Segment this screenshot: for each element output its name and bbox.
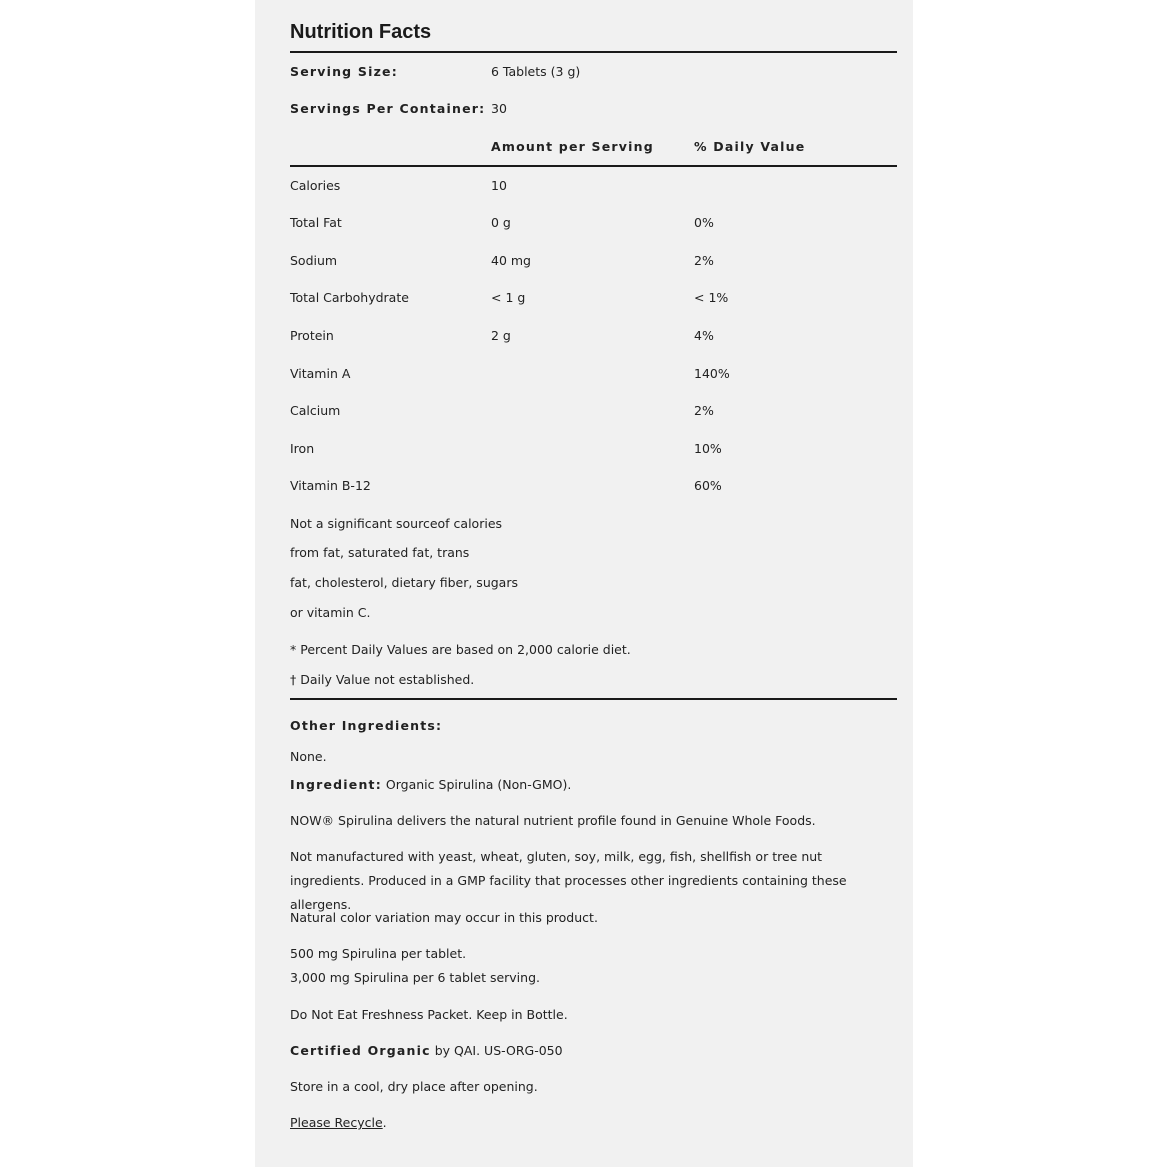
other-ingredients-value: None. xyxy=(290,749,327,764)
freshness-packet-text: Do Not Eat Freshness Packet. Keep in Bottle. xyxy=(290,1007,568,1022)
nutrient-amount: 10 xyxy=(491,178,507,193)
nutrient-amount: 2 g xyxy=(491,328,511,343)
header-divider xyxy=(290,165,897,167)
nutrient-amount: 0 g xyxy=(491,215,511,230)
column-header-row xyxy=(290,137,897,157)
not-significant-line: fat, cholesterol, dietary fiber, sugars xyxy=(290,575,518,590)
per-serving-text: 3,000 mg Spirulina per 6 tablet serving. xyxy=(290,970,540,985)
ingredient-line xyxy=(290,775,571,795)
ingredient-value: Organic Spirulina (Non-GMO). xyxy=(381,777,572,792)
servings-per-container-label: Servings Per Container: xyxy=(290,101,486,116)
nutrient-name: Calories xyxy=(290,178,341,193)
ingredient-label: Ingredient: xyxy=(290,777,382,792)
please-recycle-link[interactable]: Please Recycle xyxy=(290,1115,383,1130)
footnote-not-established: † Daily Value not established. xyxy=(290,672,475,687)
nutrient-name: Sodium xyxy=(290,253,338,268)
nutrient-daily-value: 60% xyxy=(694,478,722,493)
nutrient-name: Vitamin A xyxy=(290,366,351,381)
per-tablet-text: 500 mg Spirulina per tablet. xyxy=(290,946,467,961)
nutrient-amount: 40 mg xyxy=(491,253,531,268)
nutrient-name: Protein xyxy=(290,328,334,343)
nutrient-daily-value: 2% xyxy=(694,253,714,268)
certified-organic-value: by QAI. US-ORG-050 xyxy=(430,1043,563,1058)
recycle-line xyxy=(290,1111,897,1135)
certified-organic-line xyxy=(290,1039,897,1063)
nutrient-row xyxy=(290,401,897,421)
whole-foods-text: NOW® Spirulina delivers the natural nutrient profile found in Genuine Whole Foods. xyxy=(290,813,816,828)
nutrient-daily-value: 2% xyxy=(694,403,714,418)
daily-value-header: % Daily Value xyxy=(694,139,806,154)
allergen-text: Not manufactured with yeast, wheat, gluten, soy, milk, egg, fish, shellfish or tree nut ingredients. Produced in a GMP facility that processes other ingredients containing these allergens. xyxy=(290,849,847,912)
servings-per-container-row xyxy=(290,99,897,119)
footnote-daily-values: * Percent Daily Values are based on 2,000 calorie diet. xyxy=(290,642,631,657)
nutrient-row xyxy=(290,213,897,233)
not-significant-line: from fat, saturated fat, trans xyxy=(290,545,470,560)
amount-per-serving-header: Amount per Serving xyxy=(491,139,654,154)
nutrient-amount: < 1 g xyxy=(491,290,526,305)
nutrient-row xyxy=(290,439,897,459)
nutrient-row xyxy=(290,251,897,271)
nutrient-name: Calcium xyxy=(290,403,341,418)
nutrient-name: Total Carbohydrate xyxy=(290,290,409,305)
nutrient-name: Vitamin B-12 xyxy=(290,478,371,493)
nutrient-row xyxy=(290,476,897,496)
not-significant-line: or vitamin C. xyxy=(290,605,371,620)
color-variation-text: Natural color variation may occur in this product. xyxy=(290,910,598,925)
nutrient-daily-value: 0% xyxy=(694,215,714,230)
nutrient-row xyxy=(290,326,897,346)
not-significant-line: Not a significant sourceof calories xyxy=(290,516,503,531)
nutrient-daily-value: 4% xyxy=(694,328,714,343)
page-title: Nutrition Facts xyxy=(290,21,432,43)
serving-size-row xyxy=(290,62,897,82)
nutrient-daily-value: 140% xyxy=(694,366,730,381)
nutrient-row xyxy=(290,364,897,384)
other-ingredients-label: Other Ingredients: xyxy=(290,718,443,733)
title-divider xyxy=(290,51,897,53)
storage-text: Store in a cool, dry place after opening. xyxy=(290,1079,538,1094)
servings-per-container-value: 30 xyxy=(491,101,507,116)
footnote-divider xyxy=(290,698,897,700)
serving-size-label: Serving Size: xyxy=(290,64,398,79)
nutrient-row xyxy=(290,176,897,196)
nutrient-row xyxy=(290,288,897,308)
certified-organic-label: Certified Organic xyxy=(290,1043,431,1058)
nutrient-daily-value: < 1% xyxy=(694,290,729,305)
recycle-period: . xyxy=(382,1115,387,1130)
nutrient-name: Total Fat xyxy=(290,215,342,230)
nutrient-daily-value: 10% xyxy=(694,441,722,456)
serving-size-value: 6 Tablets (3 g) xyxy=(491,64,581,79)
nutrient-name: Iron xyxy=(290,441,315,456)
